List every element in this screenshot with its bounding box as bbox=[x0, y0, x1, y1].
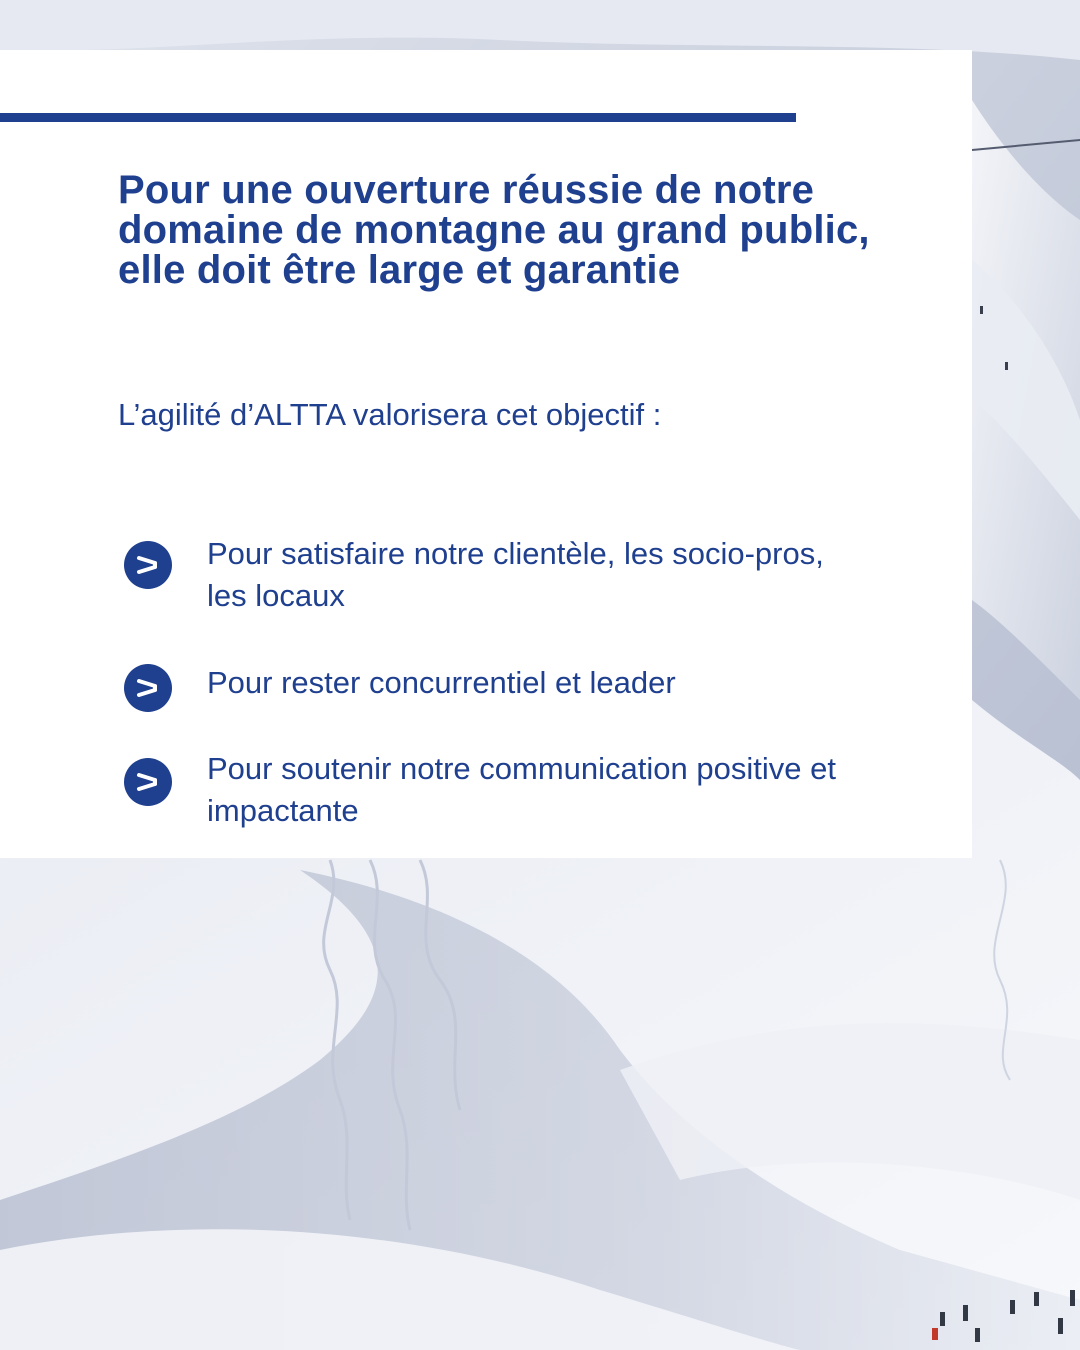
content-card bbox=[0, 50, 972, 858]
accent-bar bbox=[0, 113, 796, 122]
arrow-circle-icon bbox=[124, 541, 172, 589]
headline: Pour une ouverture réussie de notre domaine de montagne au grand public, elle doit être large et garantie bbox=[118, 168, 870, 292]
intro-text: L’agilité d’ALTTA valorisera cet objectif : bbox=[118, 397, 662, 432]
list-item-text: Pour satisfaire notre clientèle, les socio-pros, les locaux bbox=[207, 536, 824, 613]
arrow-circle-icon bbox=[124, 758, 172, 806]
arrow-circle-icon bbox=[124, 664, 172, 712]
list-item-text: Pour rester concurrentiel et leader bbox=[207, 665, 676, 700]
list-item-text: Pour soutenir notre communication positive et impactante bbox=[207, 751, 836, 828]
